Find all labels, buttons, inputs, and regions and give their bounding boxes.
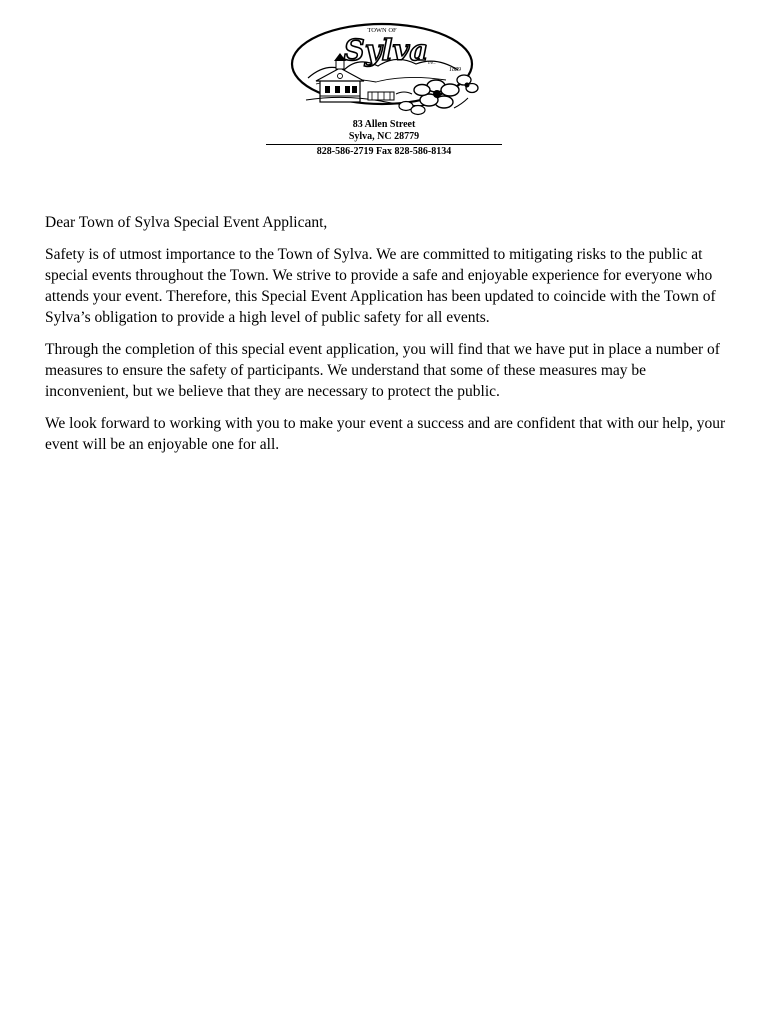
salutation: Dear Town of Sylva Special Event Applicant, xyxy=(45,214,328,231)
address-street: 83 Allen Street xyxy=(352,119,416,130)
paragraph-measures: Through the completion of this special event application, you will find that we have put in place a number of measures to ensure the safety of participants. We understand that some of these measures may be inconvenient, but we believe that they are necessary to protect the public. xyxy=(45,341,720,400)
dogwood-flower-icon xyxy=(396,75,478,115)
letterhead-divider xyxy=(266,144,502,145)
address-city: Sylva, NC 28779 xyxy=(348,131,420,142)
letter-body xyxy=(45,212,730,466)
paragraph-safety: Safety is of utmost importance to the Town of Sylva. We are committed to mitigating risks to the public at special events throughout the Town. We strive to provide a safe and enjoyable experience for everyone who attends your event. Therefore, this Special Event Application has been updated to coincide with the Town of Sylva’s obligation to provide a high level of public safety for all events. xyxy=(45,246,716,326)
contact-line: 828-586-2719 Fax 828-586-8134 xyxy=(316,146,452,157)
logo-upper-text: TOWN OF xyxy=(367,27,397,34)
town-of-sylva-logo xyxy=(286,20,486,118)
logo-name: Sylva xyxy=(343,33,429,67)
logo-suffix: INC. xyxy=(428,60,436,65)
paragraph-closing: We look forward to working with you to make your event a success and are confident that with our help, your event will be an enjoyable one for all. xyxy=(45,415,726,453)
logo-year: 1889 xyxy=(449,67,461,73)
letterhead xyxy=(0,0,770,170)
